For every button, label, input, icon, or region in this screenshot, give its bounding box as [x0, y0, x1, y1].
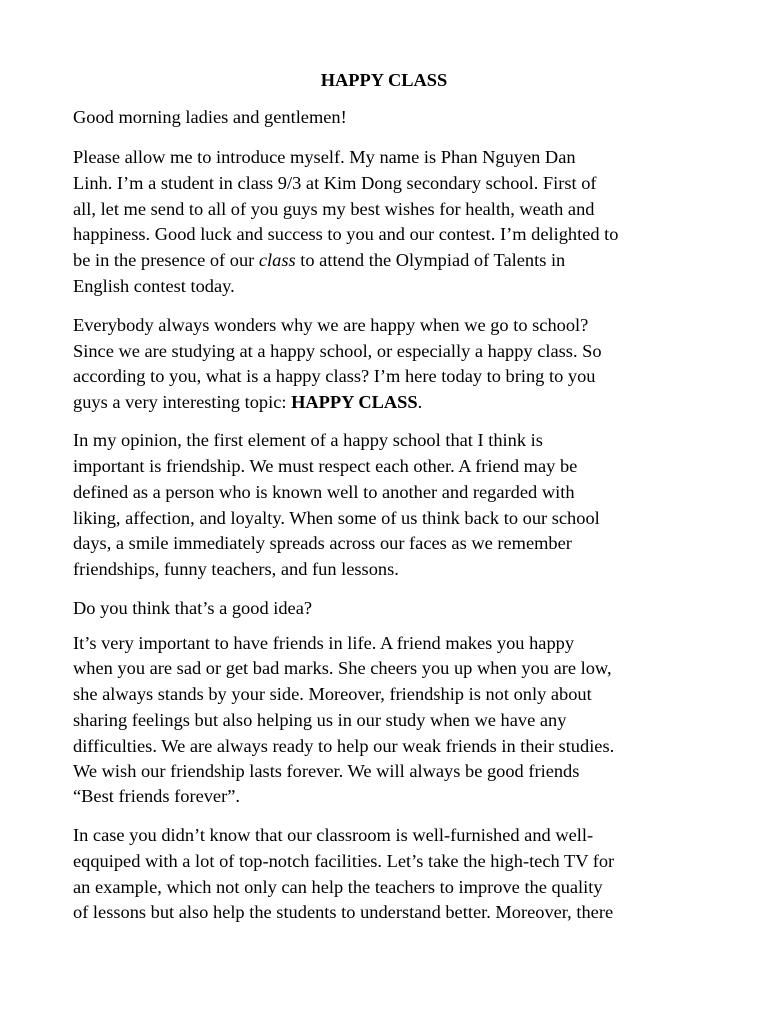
paragraph-3-line-3: according to you, what is a happy class? I’m here today to bring to you — [73, 366, 596, 386]
paragraph-6-line-2: when you are sad or get bad marks. She cheers you up when you are low, — [73, 658, 612, 678]
paragraph-2-line-5 — [73, 248, 565, 274]
paragraph-3-line-4-text-a: guys a very interesting topic: — [73, 392, 292, 412]
paragraph-2-line-3: all, let me send to all of you guys my best wishes for health, weath and — [73, 199, 595, 219]
bold-topic-happy-class: HAPPY CLASS — [291, 392, 418, 412]
paragraph-3-line-2: Since we are studying at a happy school, or especially a happy class. So — [73, 341, 602, 361]
paragraph-6-line-4: sharing feelings but also helping us in our study when we have any — [73, 710, 567, 730]
paragraph-4-line-4: liking, affection, and loyalty. When some of us think back to our school — [73, 508, 600, 528]
paragraph-2-line-2: Linh. I’m a student in class 9/3 at Kim Dong secondary school. First of — [73, 173, 597, 193]
paragraph-7-line-2: eqquiped with a lot of top-notch facilities. Let’s take the high-tech TV for — [73, 851, 615, 871]
italic-word-class: class — [258, 250, 296, 270]
paragraph-6-line-6: We wish our friendship lasts forever. We will always be good friends — [73, 761, 580, 781]
paragraph-5-line-1: Do you think that’s a good idea? — [73, 598, 313, 618]
paragraph-6-line-1: It’s very important to have friends in life. A friend makes you happy — [73, 633, 575, 653]
paragraph-7-line-1: In case you didn’t know that our classroom is well-furnished and well- — [73, 825, 594, 845]
paragraph-7-line-3: an example, which not only can help the teachers to improve the quality — [73, 877, 603, 897]
paragraph-1-line-1: Good morning ladies and gentlemen! — [73, 107, 347, 127]
paragraph-7-line-4: of lessons but also help the students to understand better. Moreover, there — [73, 902, 614, 922]
paragraph-2-line-6: English contest today. — [73, 276, 235, 296]
paragraph-4-line-3: defined as a person who is known well to another and regarded with — [73, 482, 575, 502]
document-title: HAPPY CLASS — [320, 70, 448, 90]
paragraph-2-line-1: Please allow me to introduce myself. My name is Phan Nguyen Dan — [73, 147, 576, 167]
paragraph-2-line-5-text-a: be in the presence of our — [73, 250, 259, 270]
paragraph-4-line-1: In my opinion, the first element of a happy school that I think is — [73, 430, 543, 450]
paragraph-3-line-4-text-b: . — [417, 392, 423, 412]
paragraph-6-line-7: “Best friends forever”. — [73, 786, 240, 806]
paragraph-4-line-5: days, a smile immediately spreads across our faces as we remember — [73, 533, 572, 553]
paragraph-6-line-5: difficulties. We are always ready to help our weak friends in their studies. — [73, 736, 615, 756]
paragraph-2-line-4: happiness. Good luck and success to you and our contest. I’m delighted to — [73, 224, 619, 244]
paragraph-4-line-2: important is friendship. We must respect each other. A friend may be — [73, 456, 578, 476]
paragraph-2-line-5-text-b: to attend the Olympiad of Talents in — [295, 250, 566, 270]
paragraph-3-line-1: Everybody always wonders why we are happy when we go to school? — [73, 315, 589, 335]
paragraph-3-line-4 — [73, 390, 422, 416]
paragraph-4-line-6: friendships, funny teachers, and fun lessons. — [73, 559, 399, 579]
paragraph-6-line-3: she always stands by your side. Moreover, friendship is not only about — [73, 684, 592, 704]
